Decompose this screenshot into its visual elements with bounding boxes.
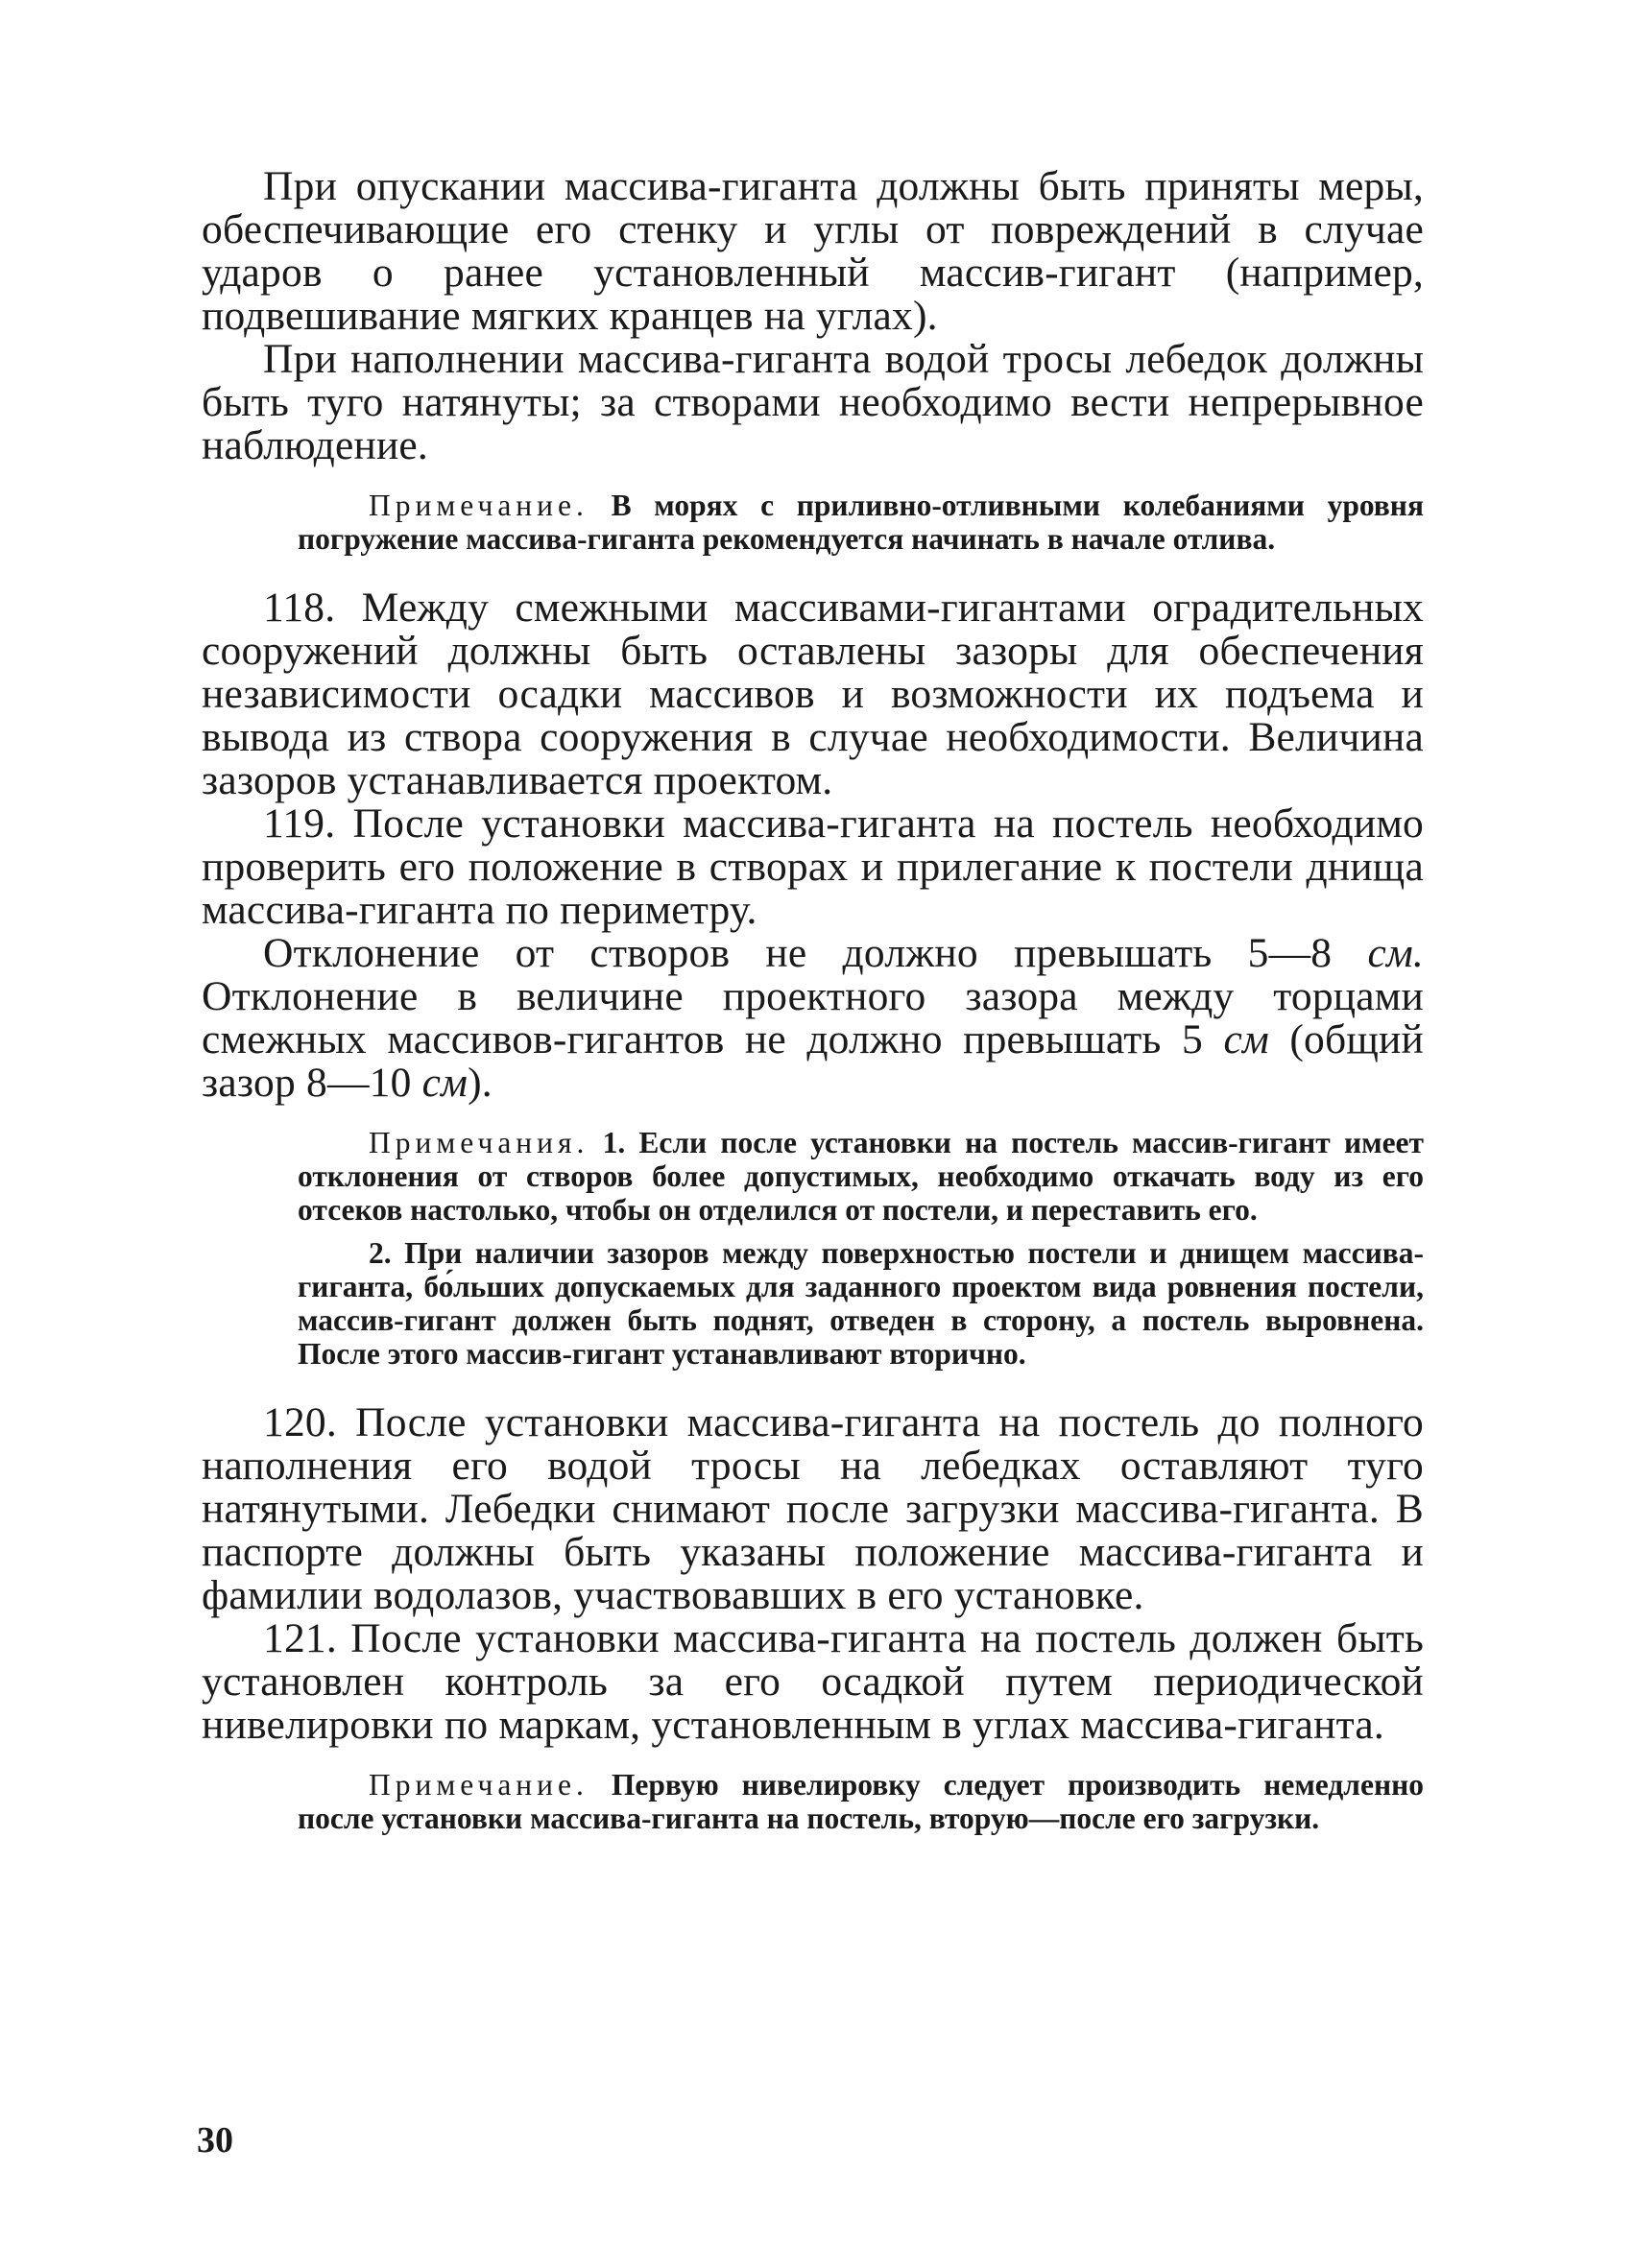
unit-cm-2: см — [1223, 1016, 1269, 1062]
deviation-text-a: Отклонение от створов не должно превышать 5—8 — [263, 930, 1333, 976]
paragraph-118: 118. Между смежными массивами-гигантами оградительных сооружений должны быть оставлены зазоры для обеспечения независимости осадки массивов и возможности их подъема и вывода из створа сооружения в случае необходимости. Величина зазоров устанавливается проектом. — [202, 585, 1424, 803]
unit-cm-3: см — [421, 1060, 469, 1106]
paragraph-119: 119. После установки массива-гиганта на постель необходимо проверить его положение в створах и прилегание к постели днища массива-гиганта по периметру. — [202, 800, 1424, 933]
deviation-text-c: (общий зазор 8—10 — [202, 1016, 1424, 1106]
paragraph-deviation — [202, 932, 1424, 1105]
notes-item-2: При наличии зазоров между поверхностью постели и днищем массива-гиганта, бо́льших допускаемых для заданного проектом вида ровнения постели, массив-гигант должен быть поднят, отведен в сторону, а постель выровнена. После этого массив-гигант устанавливают вторично. — [298, 1236, 1425, 1371]
note-text: Первую нивелировку следует производить немедленно после установки массива-гиганта на постель, вторую—после его загрузки. — [298, 1768, 1424, 1835]
note-text: В морях с приливно-отливными колебаниями уровня погружение массива-гиганта рекомендуется начинать в начале отлива. — [298, 489, 1425, 556]
notes-item-1: 1. Если после установки на постель массив-гигант имеет отклонения от створов более допустимых, необходимо откачать воду из его отсеков настолько, чтобы он отделился от постели, и переставить его. — [298, 1126, 1424, 1227]
notes-item-2-num: 2. — [369, 1236, 392, 1270]
paragraph-lowering: При опускании массива-гиганта должны быть приняты меры, обеспечивающие его стенку и углы от повреждений в случае ударов о ранее установленный массив-гигант (например, подвешивание мягких кранцев на углах). — [202, 163, 1424, 339]
note-label: Примечание. — [369, 1768, 589, 1802]
paragraph-filling: При наполнении массива-гиганта водой тросы лебедок должны быть туго натянуты; за створами необходимо вести непрерывное наблюдение. — [202, 336, 1424, 468]
deviation-text-b: Отклонение в величине проектного зазора между торцами смежных массивов-гигантов не должно превышать 5 — [202, 973, 1424, 1062]
note-label: Примечание. — [369, 489, 589, 522]
note-tidal — [298, 489, 1424, 556]
notes-deviation-2 — [298, 1236, 1424, 1371]
unit-cm-1: см. — [1367, 930, 1425, 976]
notes-label: Примечания. — [369, 1126, 589, 1159]
notes-deviation-1 — [298, 1126, 1424, 1227]
page-body — [202, 165, 1424, 1835]
paragraph-121: 121. После установки массива-гиганта на постель должен быть установлен контроль за его осадкой путем периодической нивелировки по маркам, установленным в углах массива-гиганта. — [202, 1615, 1424, 1748]
note-leveling — [298, 1768, 1424, 1835]
page-number: 30 — [197, 2120, 233, 2161]
deviation-text-d: ). — [468, 1060, 493, 1106]
paragraph-120: 120. После установки массива-гиганта на постель до полного наполнения его водой тросы на лебедках оставляют туго натянутыми. Лебедки снимают после загрузки массива-гиганта. В паспорте должны быть указаны положение массива-гиганта и фамилии водолазов, участвовавших в его установке. — [202, 1399, 1424, 1618]
